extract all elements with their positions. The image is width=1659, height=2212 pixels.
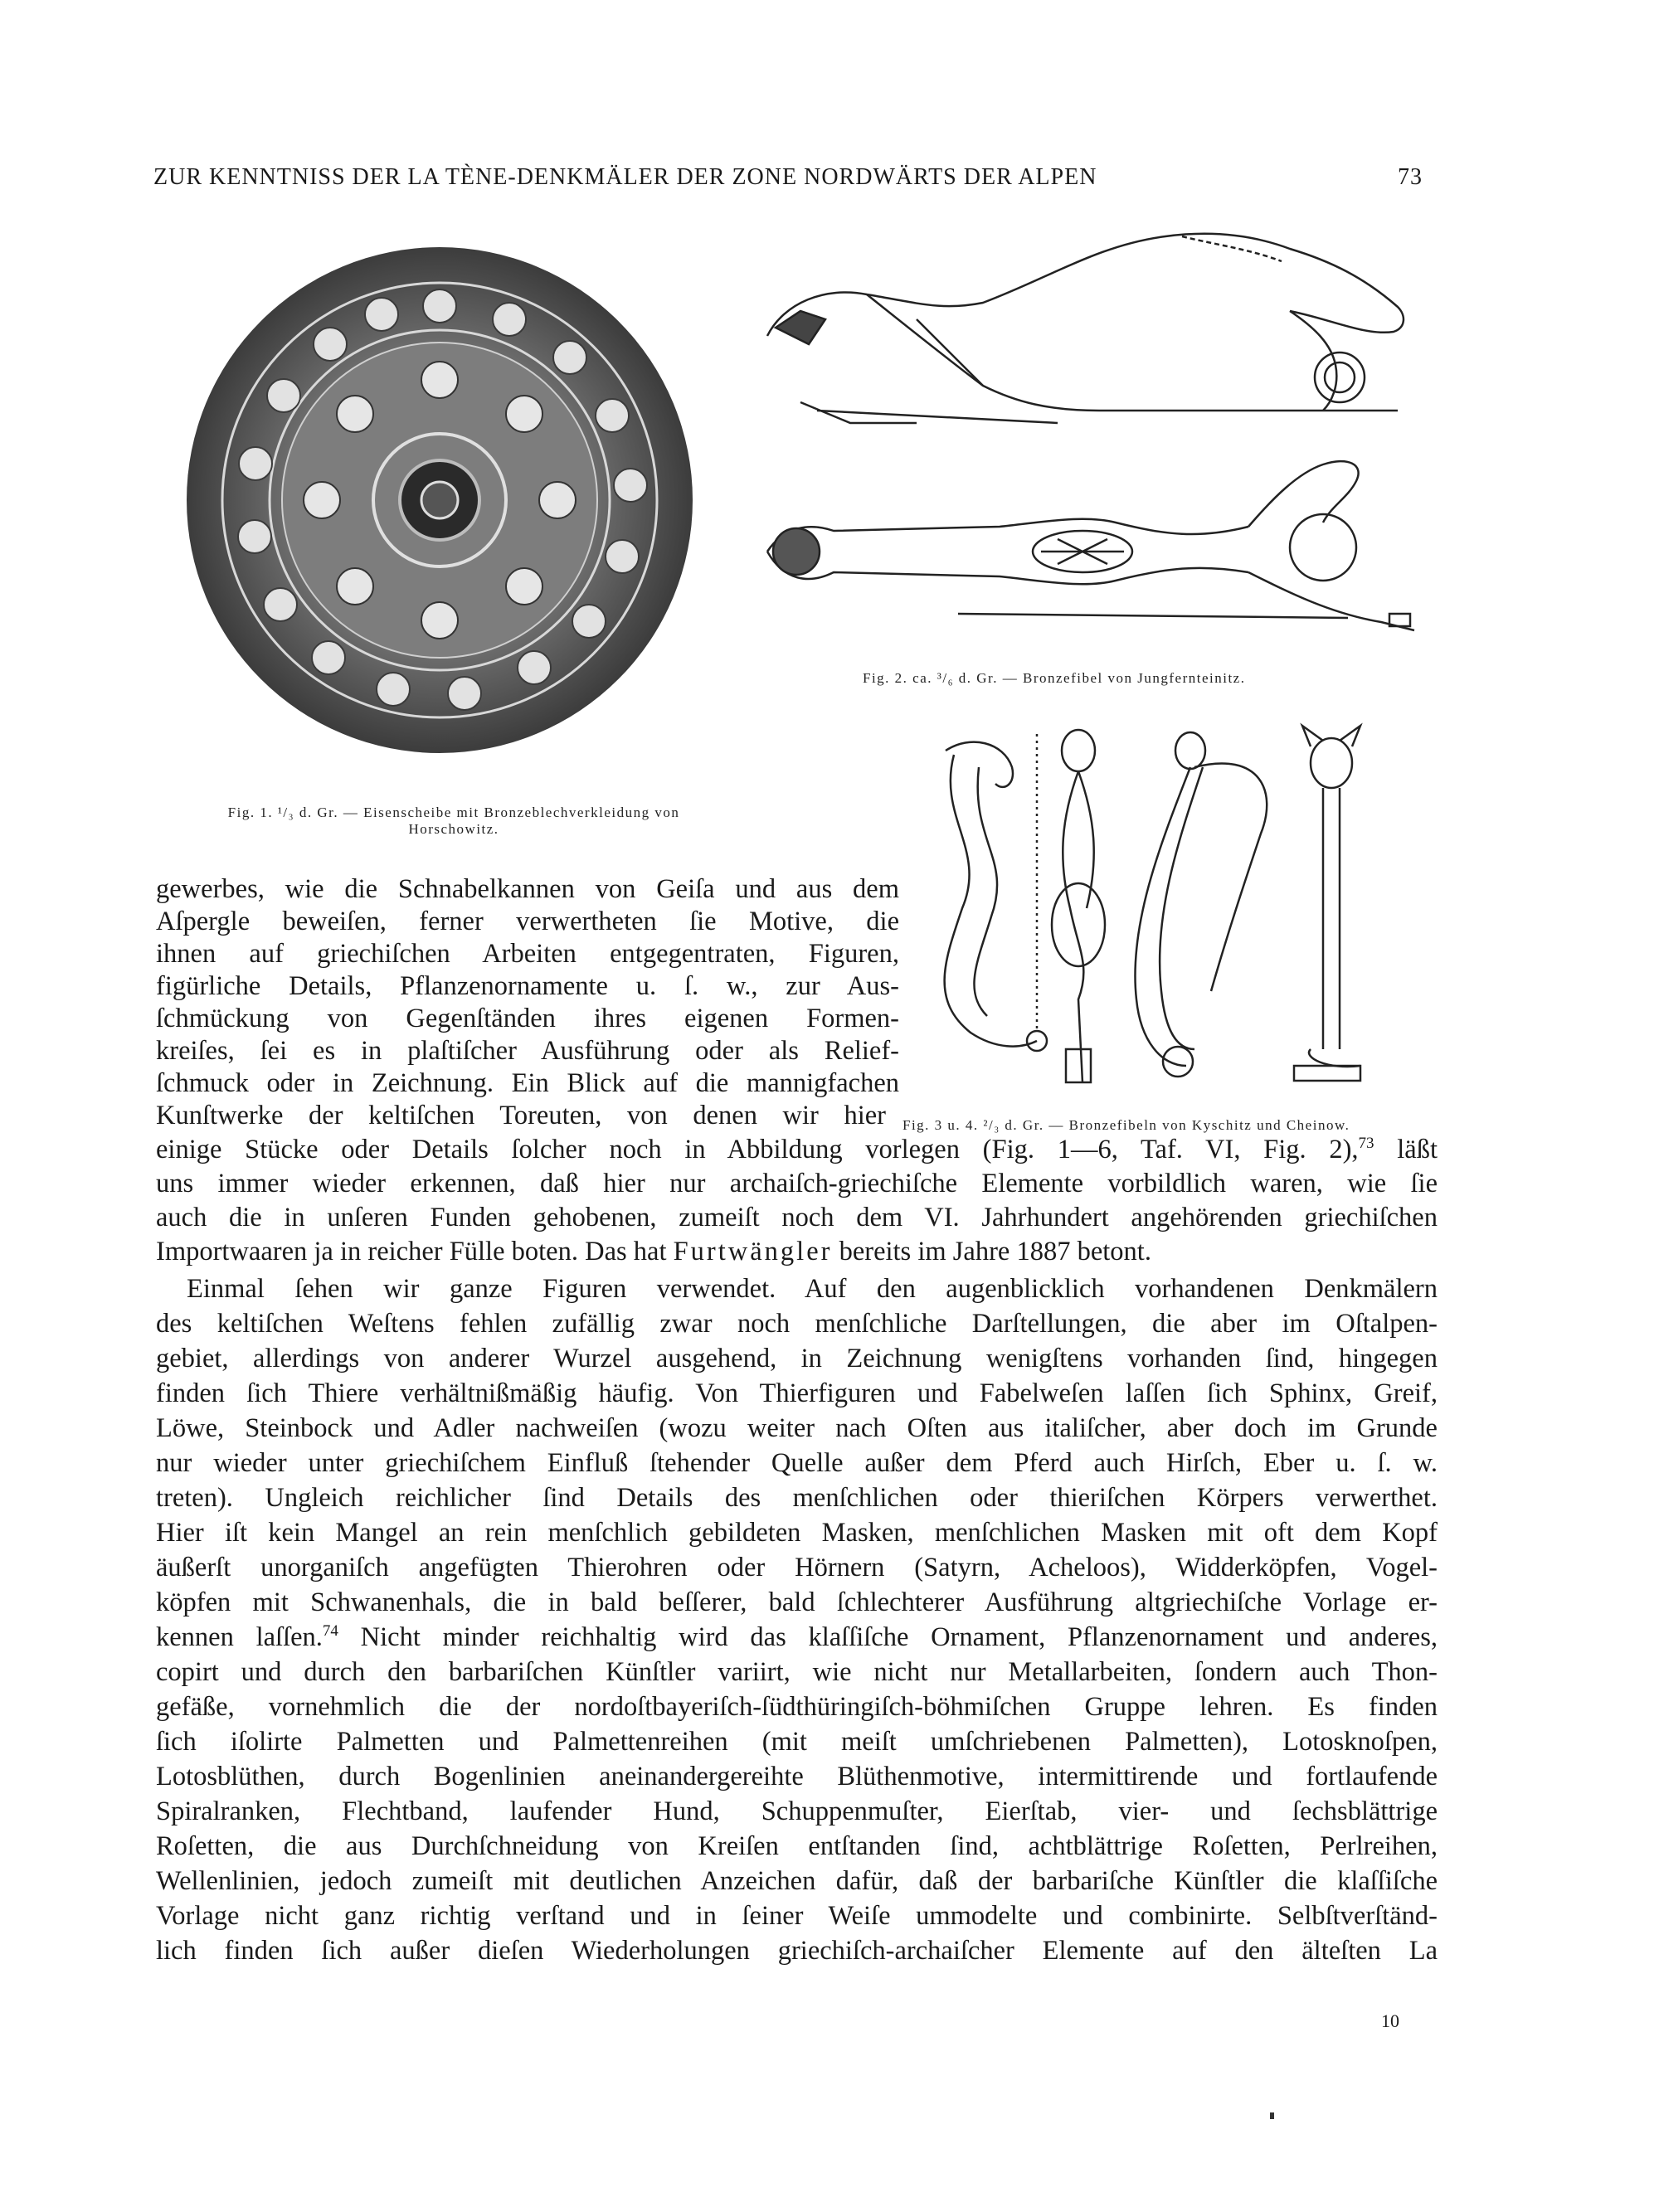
figure-3-4-caption: Fig. 3 u. 4. ²/₃ d. Gr. — Bronzefibeln von Kyschitz und Cheinow. [902,1117,1350,1133]
body-line: gefäße, vornehmlich die der nordoſtbayeriſch-ſüdthüringiſch-böhmiſchen Gruppe lehren. Es finden [156,1692,1438,1722]
body-text: Importwaaren ja in reicher Fülle boten. Das hat [156,1237,674,1266]
body-line: nur wieder unter griechiſchem Einfluß ſtehender Quelle außer dem Pferd auch Hirſch, Eber u. ſ. w. [156,1448,1438,1478]
body-line: Roſetten, die aus Durchſchneidung von Kreiſen entſtanden ſind, achtblättrige Roſetten, Perlreihen, [156,1831,1438,1861]
body-line: Wellenlinien, jedoch zumeiſt mit deutlichen Anzeichen dafür, daß der barbariſche Künſtler die klaſſiſche [156,1866,1438,1896]
body-line: Vorlage nicht ganz richtig verſtand und in ſeiner Weiſe ummodelte und combinirte. Selbſtverſtänd- [156,1901,1438,1931]
body-line: copirt und durch den barbariſchen Künſtler variirt, wie nicht nur Metallarbeiten, ſondern auch Thon- [156,1657,1438,1687]
body-text: einige Stücke oder Details ſolcher noch in Abbildung vorlegen (Fig. 1—6, Taf. VI, Fig. 2), [156,1135,1359,1164]
body-line: auch die in unſeren Funden gehobenen, zumeiſt noch dem VI. Jahrhundert angehörenden griechiſchen [156,1203,1438,1232]
body-line: kreiſes, ſei es in plaſtiſcher Ausführung oder als Relief- [156,1036,899,1066]
body-line: treten). Ungleich reichlicher ſind Details des menſchlichen oder thieriſchen Körpers verwerthet. [156,1483,1438,1513]
body-line: gebiet, allerdings von anderer Wurzel ausgehend, in Zeichnung wenigſtens vorhanden ſind, hingegen [156,1344,1438,1373]
author-name: Furtwängler [673,1237,833,1266]
body-line: Kunſtwerke der keltiſchen Toreuten, von denen wir hier [156,1101,886,1130]
body-line [156,1238,1151,1266]
footnote-ref: 74 [322,1622,338,1641]
body-text: bereits im Jahre 1887 betont. [832,1237,1151,1266]
body-line: ihnen auf griechiſchen Arbeiten entgegentraten, Figuren, [156,939,899,969]
body-line: ſich iſolirte Palmetten und Palmettenreihen (mit meiſt umſchriebenen Palmetten), Lotosknoſpen, [156,1727,1438,1757]
body-line: Hier iſt kein Mangel an rein menſchlich gebildeten Masken, menſchlichen Masken mit oft dem Kopf [156,1518,1438,1548]
body-line: des keltiſchen Weſtens fehlen zufällig zwar noch menſchliche Darſtellungen, die aber im Oſtalpen- [156,1309,1438,1339]
body-line: ſchmuck oder in Zeichnung. Ein Blick auf die mannigfachen [156,1068,899,1098]
body-text: Nicht minder reichhaltig wird das klaſſiſche Ornament, Pflanzenornament und anderes, [338,1622,1438,1652]
body-line: Einmal ſehen wir ganze Figuren verwendet. Auf den augenblicklich vorhandenen Denkmälern [187,1274,1438,1304]
body-line [156,1136,1438,1164]
body-line [156,1624,1438,1651]
body-line: Spiralranken, Flechtband, laufender Hund, Schuppenmuſter, Eierſtab, vier- und ſechsblättrige [156,1796,1438,1826]
body-line: gewerbes, wie die Schnabelkannen von Geiſa und aus dem [156,874,899,904]
body-text: läßt [1374,1135,1438,1164]
body-line: Aſpergle beweiſen, ferner verwertheten ſie Motive, die [156,907,899,936]
figure-1-disc [182,243,697,757]
signature-mark: 10 [1381,2010,1399,2031]
body-line: figürliche Details, Pflanzenornamente u. ſ. w., zur Aus- [156,971,899,1001]
body-line: uns immer wieder erkennen, daß hier nur archaiſch-griechiſche Elemente vorbildlich waren, wie ſie [156,1169,1438,1198]
figure-1-caption-line: Fig. 1. ¹/₃ d. Gr. — Eisenscheibe mit Bronzeblechverkleidung von [227,805,680,820]
body-line: lich finden ſich außer dieſen Wiederholungen griechiſch-archaiſcher Elemente auf den älteſten La [156,1936,1438,1966]
figure-1-caption [159,805,748,838]
figure-2-caption: Fig. 2. ca. ³/₆ d. Gr. — Bronzefibel von Jungfernteinitz. [863,670,1246,686]
print-speck [1270,2112,1274,2119]
figure-1-caption-line: Horschowitz. [408,821,499,837]
body-line: ſchmückung von Gegenſtänden ihres eigenen Formen- [156,1004,899,1033]
body-text: kennen laſſen. [156,1622,323,1652]
figure-3-4-fibulae [912,717,1427,1107]
body-line: köpfen mit Schwanenhals, die in bald beſſerer, bald ſchlechterer Ausführung altgriechiſche Vorlage er- [156,1587,1438,1617]
body-line: äußerſt unorganiſch angefügten Thierohren oder Hörnern (Satyrn, Acheloos), Widderköpfen, Vogel- [156,1553,1438,1582]
body-line: Löwe, Steinbock und Adler nachweiſen (wozu weiter nach Oſten aus italiſcher, aber doch im Grunde [156,1413,1438,1443]
running-title: ZUR KENNTNISS DER LA TÈNE-DENKMÄLER DER ZONE NORDWÄRTS DER ALPEN [153,164,1097,190]
page-number: 73 [1398,164,1423,190]
figure-2-fibula-side [751,211,1414,431]
footnote-ref: 73 [1358,1135,1374,1153]
body-line: finden ſich Thiere verhältnißmäßig häufig. Von Thierfiguren und Fabelweſen laſſen ſich Sphinx, Greif, [156,1378,1438,1408]
body-line: Lotosblüthen, durch Bogenlinien aneinandergereihte Blüthenmotive, intermittirende und fortlaufende [156,1762,1438,1791]
figure-2-fibula-top [751,448,1423,643]
